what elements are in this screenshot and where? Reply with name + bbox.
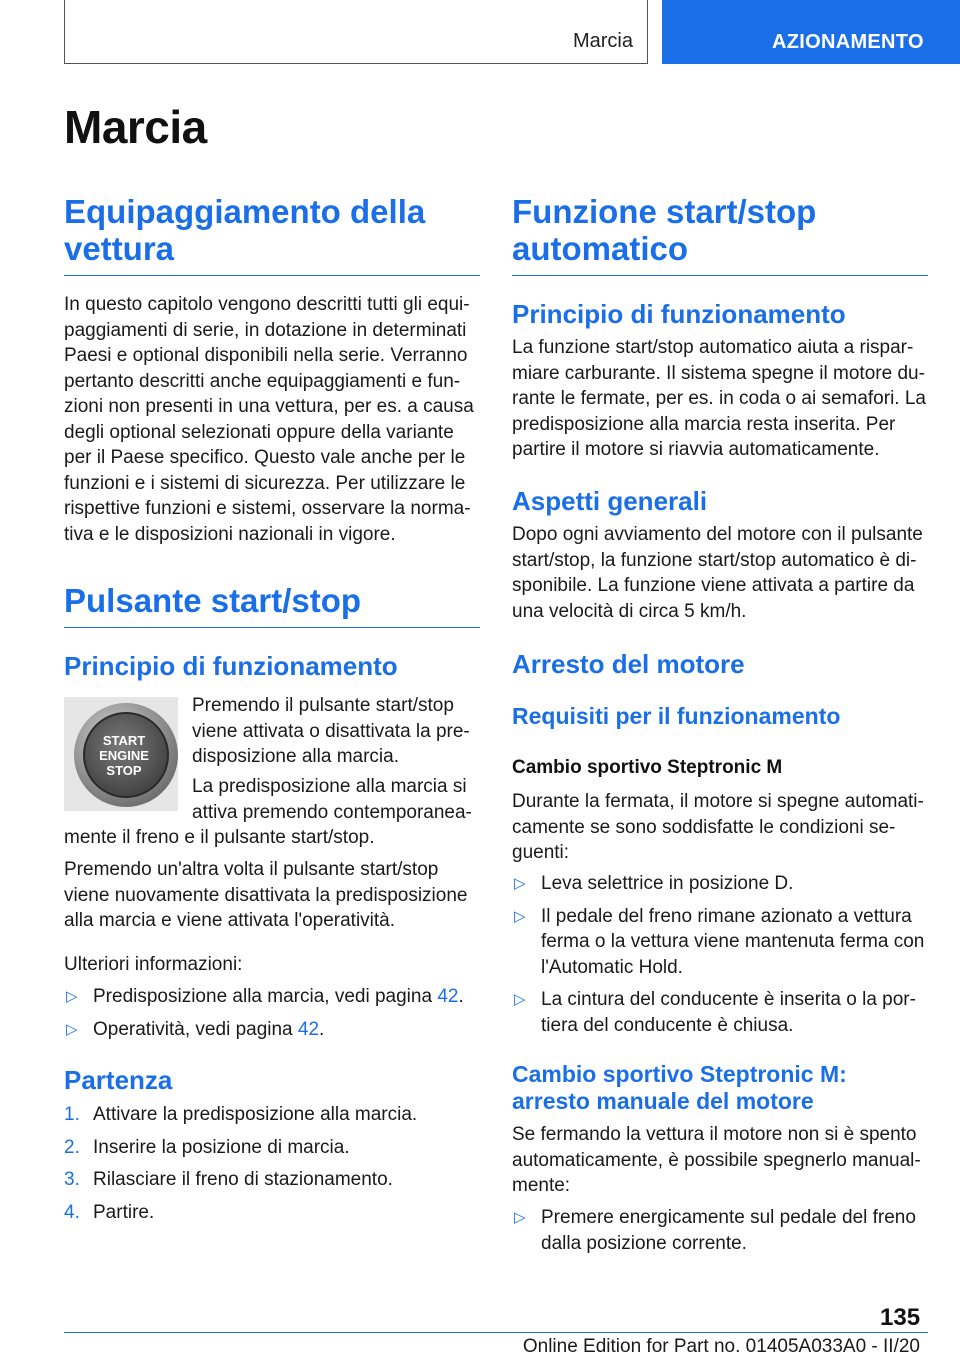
manual-steps-list [512, 1205, 930, 1263]
step-number: 4. [64, 1201, 80, 1223]
triangle-bullet-icon: ▷ [66, 988, 78, 1005]
more-info-list [64, 984, 482, 1049]
list-item [512, 987, 930, 1038]
arresto-manuale-text: Se fermando la vettura il motore non si è spento automaticamente, è possibile spegnerlo manual-mente: [512, 1124, 921, 1196]
page-number: 135 [880, 1304, 921, 1331]
step-number: 3. [64, 1169, 80, 1190]
ref-suffix: . [458, 986, 464, 1007]
condition-text: La cintura del conducente è inserita o la por-tiera del conducente è chiusa. [541, 989, 916, 1036]
condition-text: Leva selettrice in posizione D. [541, 873, 794, 894]
button-label-engine: ENGINE [99, 748, 149, 763]
ref-suffix: . [319, 1018, 325, 1040]
list-item [512, 1205, 930, 1256]
principio-text-2a: La predisposizione alla marcia si attiva premendo contemporanea- [192, 776, 472, 823]
list-item [64, 984, 482, 1010]
heading-arresto-motore: Arresto del motore [512, 649, 745, 679]
triangle-bullet-icon: ▷ [514, 1209, 526, 1226]
page-ref-link[interactable]: 42 [437, 986, 459, 1007]
principio-text-3: Premendo un'altra volta il pulsante start/stop viene nuovamente disattivata la predisposizione alla marcia e viene attivata l'operatività. [64, 859, 468, 931]
heading-pulsante-start-stop: Pulsante start/stop [64, 582, 480, 628]
cambio-sportivo-text: Durante la fermata, il motore si spegne automati-camente se sono soddisfatte le condizioni se-guenti: [512, 791, 924, 863]
step-text: Attivare la predisposizione alla marcia. [93, 1104, 418, 1125]
page-title: Marcia [64, 101, 207, 153]
step-text: Inserire la posizione di marcia. [93, 1136, 350, 1158]
button-label-start: START [102, 733, 146, 748]
header-section-label: Marcia [572, 30, 633, 52]
page-ref-link[interactable]: 42 [297, 1018, 320, 1040]
heading-aspetti-generali: Aspetti generali [512, 486, 708, 516]
button-label-stop: STOP [106, 763, 142, 778]
partenza-steps [64, 1102, 482, 1232]
principio-auto-text: La funzione start/stop automatico aiuta a rispar-miare carburante. Il sistema spegne il motore du-rante le fermate, per es. in coda o ai semafori. La predisposizione alla marcia resta inserita. Per partire il motore si riavvia automaticamente. [512, 337, 926, 460]
conditions-list [512, 871, 930, 1045]
list-item [64, 1017, 482, 1043]
list-item [512, 871, 930, 897]
step-text: Rilasciare il freno di stazionamento. [93, 1169, 393, 1190]
heading-funzione-start-stop: Funzione start/stop automatico [512, 193, 928, 276]
heading-partenza: Partenza [64, 1065, 173, 1095]
list-item [64, 1102, 482, 1128]
heading-cambio-sportivo: Cambio sportivo Steptronic M [512, 757, 783, 778]
start-stop-button-image [64, 697, 178, 811]
equipaggiamento-text: In questo capitolo vengono descritti tutti gli equi-paggiamenti di serie, in dotazione in determinati Paesi e optional disponibili nella serie. Verranno pertanto descritti anche equipaggiamenti e fun-zioni non presenti in una vettura, per es. a causa degli optional selezionati oppure della variante per il Paese specifico. Questo vale anche per le funzioni e i sistemi di sicurezza. Per utilizzare le rispettive funzioni e sistemi, osservare la norma-tiva e le disposizioni nazionali in vigore. [64, 294, 474, 545]
heading-principio-funzionamento-auto: Principio di funzionamento [512, 299, 846, 329]
ref-text: Operatività, vedi pagina [93, 1018, 298, 1040]
condition-text: Il pedale del freno rimane azionato a vettura ferma o la vettura viene mantenuta ferma con l'Automatic Hold. [541, 905, 925, 978]
triangle-bullet-icon: ▷ [514, 991, 526, 1008]
header-section-box [64, 0, 648, 64]
triangle-bullet-icon: ▷ [514, 875, 526, 892]
aspetti-generali-text: Dopo ogni avviamento del motore con il pulsante start/stop, la funzione start/stop automatico è di-sponibile. La funzione viene attivata a partire da una velocità di circa 5 km/h. [512, 524, 923, 622]
footer-edition-text: Online Edition for Part no. 01405A033A0 - II/20 [522, 1336, 920, 1357]
step-number: 2. [64, 1136, 80, 1158]
step-text: Partire. [93, 1201, 155, 1223]
heading-equipaggiamento: Equipaggiamento della vettura [64, 193, 480, 276]
header-chapter-tab[interactable]: AZIONAMENTO [662, 0, 960, 64]
triangle-bullet-icon: ▷ [66, 1020, 78, 1038]
principio-text-1: Premendo il pulsante start/stop viene attivata o disattivata la pre-disposizione alla marcia. [192, 695, 470, 767]
step-number: 1. [64, 1104, 80, 1125]
list-item [64, 1167, 482, 1193]
heading-arresto-manuale: Cambio sportivo Steptronic M: arresto manuale del motore [512, 1061, 847, 1114]
manual-step-text: Premere energicamente sul pedale del freno dalla posizione corrente. [541, 1207, 916, 1254]
list-item [64, 1135, 482, 1161]
list-item [512, 904, 930, 981]
heading-requisiti: Requisiti per il funzionamento [512, 703, 841, 729]
ref-text: Predisposizione alla marcia, vedi pagina [93, 986, 438, 1007]
footer-divider [64, 1332, 928, 1333]
list-item [64, 1200, 482, 1226]
heading-principio-funzionamento: Principio di funzionamento [64, 651, 398, 681]
principio-text-2b: mente il freno e il pulsante start/stop. [64, 827, 375, 848]
more-info-label: Ulteriori informazioni: [64, 954, 243, 975]
triangle-bullet-icon: ▷ [514, 907, 526, 925]
